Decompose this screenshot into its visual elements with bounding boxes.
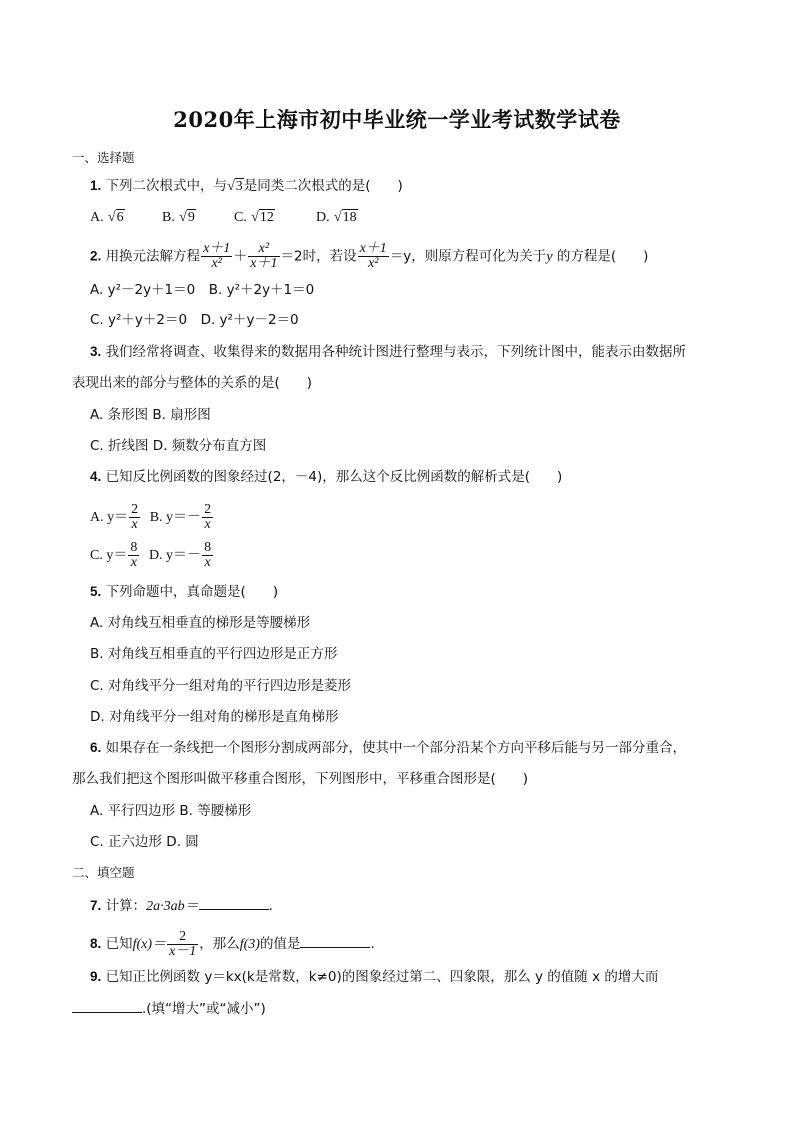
- question-number: 8.: [90, 936, 102, 951]
- question-3-options-ab[interactable]: A. 条形图 B. 扇形图: [90, 407, 211, 423]
- option-c[interactable]: C. √12: [234, 210, 274, 225]
- question-2-options-ab[interactable]: A. y²－2y＋1＝0 B. y²＋2y＋1＝0: [90, 282, 315, 298]
- question-text: 下列命题中，真命题是( ): [105, 584, 279, 600]
- question-5-option-c[interactable]: C. 对角线平分一组对角的平行四边形是菱形: [90, 678, 352, 694]
- question-text: 计算：: [105, 898, 147, 914]
- page-title: 2020年上海市初中毕业统一学业考试数学试卷: [173, 107, 621, 132]
- question-4-options-ab: [90, 500, 214, 535]
- question-text: 我们经常将调查、收集得来的数据用各种统计图进行整理与表示，下列统计图中，能表示由数据所: [105, 344, 687, 360]
- question-9: [90, 967, 658, 987]
- option-a[interactable]: A. √6: [90, 210, 124, 225]
- question-4: [90, 467, 562, 487]
- answer-blank[interactable]: [199, 895, 269, 910]
- question-3-options-cd[interactable]: C. 折线图 D. 频数分布直方图: [90, 438, 267, 454]
- question-text: ，那么: [199, 936, 240, 952]
- option-a[interactable]: A. y＝ $\frac{2}{x}$: [90, 501, 139, 532]
- question-8: [90, 927, 375, 962]
- question-text: 的值是: [259, 936, 301, 952]
- question-text: .(填“增大”或“减小”): [142, 1001, 266, 1017]
- option-b[interactable]: B. √9: [162, 210, 195, 225]
- question-5-option-b[interactable]: B. 对角线互相垂直的平行四边形是正方形: [90, 646, 338, 662]
- question-2: [90, 242, 648, 271]
- question-number: 6.: [90, 740, 102, 755]
- plus-sign: ＋: [233, 249, 248, 265]
- question-4-options-cd: [90, 538, 214, 573]
- question-3-cont: 表现出来的部分与整体的关系的是( ): [72, 375, 313, 391]
- variable: y: [546, 249, 553, 265]
- section-heading-choice: 一、选择题: [72, 150, 135, 165]
- period: .: [370, 936, 375, 952]
- question-5-option-d[interactable]: D. 对角线平分一组对角的梯形是直角梯形: [90, 709, 339, 725]
- question-text: ＝2时，若设: [280, 248, 357, 265]
- question-9-cont: [72, 998, 266, 1019]
- question-6-options-cd[interactable]: C. 正六边形 D. 圆: [90, 834, 199, 850]
- answer-blank[interactable]: [300, 933, 370, 948]
- question-number: 1.: [90, 178, 102, 193]
- expression: 2a·3ab＝: [146, 899, 199, 914]
- function-value: f(3): [239, 937, 260, 952]
- question-text: 是同类二次根式的是( ): [243, 178, 403, 194]
- answer-blank[interactable]: [72, 998, 142, 1013]
- option-c[interactable]: C. y＝ $\frac{8}{x}$: [90, 539, 138, 570]
- question-number: 7.: [90, 898, 102, 913]
- question-2-options-cd[interactable]: C. y²＋y＋2＝0 D. y²＋y－2＝0: [90, 312, 299, 328]
- question-7: [90, 895, 273, 917]
- question-number: 5.: [90, 584, 102, 599]
- question-6-options-ab[interactable]: A. 平行四边形 B. 等腰梯形: [90, 803, 252, 819]
- fraction: $\frac{x+1}{\text{x²}}$: [359, 241, 387, 271]
- question-1: [90, 176, 403, 197]
- option-d[interactable]: D. y＝－ $\frac{8}{x}$: [148, 539, 212, 570]
- option-b[interactable]: B. y＝－ $\frac{2}{x}$: [149, 501, 212, 532]
- section-heading-fill: 二、填空题: [72, 865, 135, 880]
- question-text: 已知反比例函数的图象经过(2，－4)，那么这个反比例函数的解析式是( ): [105, 469, 563, 485]
- question-1-options: [90, 207, 358, 228]
- sqrt-symbol: √3: [227, 179, 243, 194]
- question-text: ＝y，则原方程可化为关于: [389, 248, 547, 265]
- question-text: 的方程是( ): [552, 248, 649, 265]
- question-text: 用换元法解方程: [105, 248, 201, 265]
- question-text: 下列二次根式中，与: [105, 178, 228, 194]
- period: .: [268, 898, 273, 914]
- question-3: [90, 342, 686, 362]
- question-number: 9.: [90, 969, 102, 984]
- function-expression: f(x)＝: [132, 937, 166, 952]
- question-text: 已知正比例函数 y＝kx(k是常数，k≠0)的图象经过第二、四象限，那么 y 的值随 x 的增大而: [105, 969, 659, 985]
- question-number: 3.: [90, 344, 102, 359]
- question-text: 已知: [105, 936, 133, 952]
- question-number: 4.: [90, 469, 102, 484]
- fraction: $\frac{\text{x²}}{x+1}$: [250, 241, 278, 271]
- option-d[interactable]: D. √18: [316, 210, 357, 225]
- fraction: $\frac{x+1}{\text{x²}}$: [203, 241, 231, 271]
- fraction: $\frac{2}{x-1}$: [169, 928, 197, 959]
- question-5-option-a[interactable]: A. 对角线互相垂直的梯形是等腰梯形: [90, 615, 311, 631]
- question-6-cont: 那么我们把这个图形叫做平移重合图形，下列图形中，平移重合图形是( ): [72, 771, 529, 787]
- question-5: [90, 582, 278, 602]
- question-6: [90, 738, 686, 758]
- question-text: 如果存在一条线把一个图形分割成两部分，使其中一个部分沿某个方向平移后能与另一部分重合，: [105, 740, 687, 756]
- question-number: 2.: [90, 248, 102, 264]
